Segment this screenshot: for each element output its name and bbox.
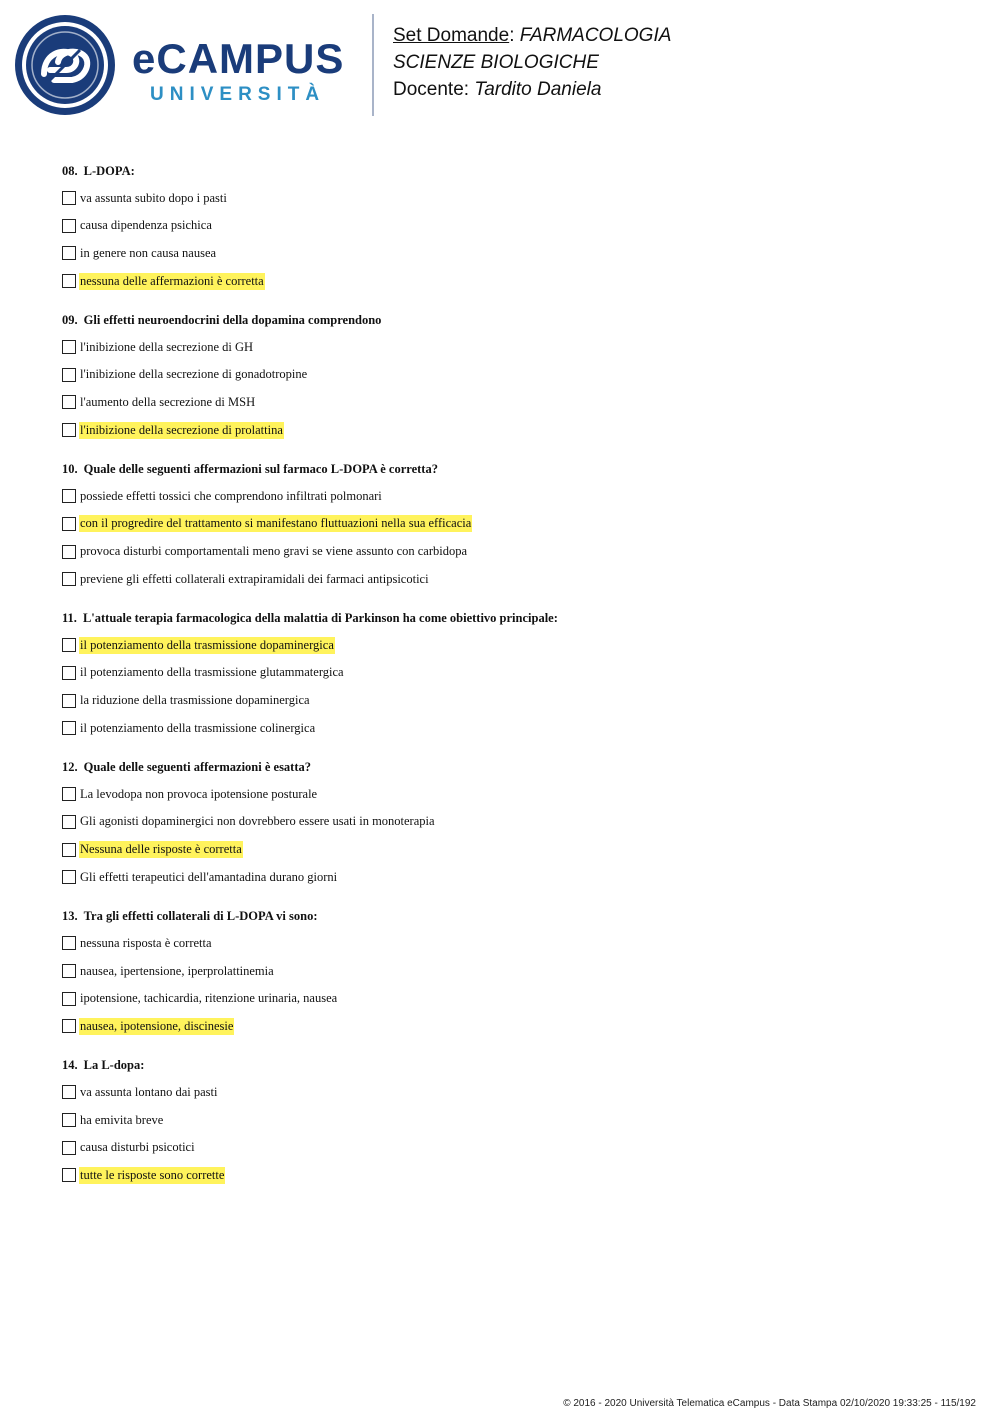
answer-text-correct: Nessuna delle risposte è corretta [80, 842, 242, 857]
answer-option[interactable] [62, 691, 962, 711]
answer-option[interactable] [62, 840, 962, 860]
answer-text-correct: l'inibizione della secrezione di prolattina [80, 422, 283, 437]
answer-checkbox[interactable] [62, 843, 76, 857]
answer-text-correct: nessuna delle affermazioni è corretta [80, 273, 264, 288]
answer-checkbox[interactable] [62, 517, 76, 531]
answer-text-correct: con il progredire del trattamento si manifestano fluttuazioni nella sua efficacia [80, 516, 472, 531]
answer-option[interactable] [62, 867, 962, 887]
question-text: L-DOPA: [83, 164, 135, 178]
answer-checkbox[interactable] [62, 992, 76, 1006]
answer-checkbox[interactable] [62, 787, 76, 801]
answer-checkbox[interactable] [62, 545, 76, 559]
question-number: 14. [62, 1058, 78, 1073]
answer-option[interactable] [62, 365, 962, 385]
answer-option[interactable] [62, 569, 962, 589]
answer-option[interactable] [62, 784, 962, 804]
answer-text: Gli effetti terapeutici dell'amantadina durano giorni [80, 869, 338, 884]
question-title [62, 609, 962, 627]
question-block [62, 162, 962, 291]
answer-checkbox[interactable] [62, 1085, 76, 1099]
answer-checkbox[interactable] [62, 423, 76, 437]
answer-text: va assunta lontano dai pasti [80, 1084, 218, 1099]
question-number: 09. [62, 313, 78, 328]
answer-text: causa disturbi psicotici [80, 1140, 195, 1155]
question-block [62, 758, 962, 887]
question-title [62, 907, 962, 925]
answer-option[interactable] [62, 486, 962, 506]
answer-text: il potenziamento della trasmissione colinergica [80, 720, 316, 735]
answer-checkbox[interactable] [62, 368, 76, 382]
answer-checkbox[interactable] [62, 1168, 76, 1182]
answer-text-correct: nausea, ipotensione, discinesie [80, 1018, 234, 1033]
answer-checkbox[interactable] [62, 1019, 76, 1033]
answer-checkbox[interactable] [62, 1113, 76, 1127]
question-block [62, 907, 962, 1036]
answer-checkbox[interactable] [62, 572, 76, 586]
answer-text: va assunta subito dopo i pasti [80, 190, 227, 205]
answer-option[interactable] [62, 635, 962, 655]
answer-checkbox[interactable] [62, 666, 76, 680]
answer-text: Gli agonisti dopaminergici non dovrebbero essere usati in monoterapia [80, 814, 435, 829]
question-text: Gli effetti neuroendocrini della dopamina comprendono [83, 313, 382, 328]
answer-option[interactable] [62, 663, 962, 683]
answer-checkbox[interactable] [62, 1141, 76, 1155]
answer-checkbox[interactable] [62, 721, 76, 735]
question-text: La L-dopa: [83, 1058, 145, 1073]
answer-option[interactable] [62, 961, 962, 981]
teacher-label: Docente [393, 79, 464, 100]
question-number: 13. [62, 909, 78, 924]
answer-option[interactable] [62, 243, 962, 263]
question-number: 12. [62, 760, 78, 775]
question-title [62, 311, 962, 329]
answer-checkbox[interactable] [62, 274, 76, 288]
answer-text: nessuna risposta è corretta [80, 935, 212, 950]
answer-option[interactable] [62, 718, 962, 738]
question-number: 08. [62, 164, 78, 178]
question-list [62, 162, 962, 1205]
answer-checkbox[interactable] [62, 395, 76, 409]
answer-option[interactable] [62, 392, 962, 412]
answer-checkbox[interactable] [62, 340, 76, 354]
answer-option[interactable] [62, 420, 962, 440]
logo-brand: eCAMPUS [132, 35, 345, 82]
answer-checkbox[interactable] [62, 489, 76, 503]
answer-option[interactable] [62, 216, 962, 236]
ecampus-logo-emblem-icon [14, 14, 116, 116]
answer-text: l'inibizione della secrezione di GH [80, 339, 254, 354]
answer-option[interactable] [62, 188, 962, 208]
answer-checkbox[interactable] [62, 815, 76, 829]
question-block [62, 609, 962, 738]
answer-text: in genere non causa nausea [80, 245, 217, 260]
answer-text-correct: tutte le risposte sono corrette [80, 1167, 225, 1182]
page-header [0, 0, 1000, 130]
answer-checkbox[interactable] [62, 694, 76, 708]
header-divider [372, 14, 374, 116]
set-label: Set Domande [393, 25, 510, 46]
answer-option[interactable] [62, 1165, 962, 1185]
course: SCIENZE BIOLOGICHE [393, 52, 599, 73]
answer-option[interactable] [62, 933, 962, 953]
question-text: Tra gli effetti collaterali di L-DOPA vi sono: [83, 909, 318, 924]
answer-checkbox[interactable] [62, 246, 76, 260]
question-block [62, 1056, 962, 1185]
logo-sub: UNIVERSITÀ [150, 84, 326, 105]
answer-text: l'aumento della secrezione di MSH [80, 394, 256, 409]
answer-checkbox[interactable] [62, 870, 76, 884]
answer-text: ha emivita breve [80, 1112, 164, 1127]
teacher: Tardito Daniela [474, 79, 602, 100]
footer-copyright: © 2016 - 2020 Università Telematica eCampus - Data Stampa 02/10/2020 19:33:25 - 115/192 [563, 1398, 976, 1409]
answer-checkbox[interactable] [62, 638, 76, 652]
answer-option[interactable] [62, 1082, 962, 1102]
answer-option[interactable] [62, 812, 962, 832]
answer-checkbox[interactable] [62, 219, 76, 233]
question-title [62, 758, 962, 776]
teacher-line: Docente: Tardito Daniela [393, 79, 602, 100]
answer-text: nausea, ipertensione, iperprolattinemia [80, 963, 274, 978]
answer-text: l'inibizione della secrezione di gonadotropine [80, 367, 308, 382]
answer-text: la riduzione della trasmissione dopaminergica [80, 693, 310, 708]
answer-text: previene gli effetti collaterali extrapiramidali dei farmaci antipsicotici [80, 571, 429, 586]
answer-option[interactable] [62, 989, 962, 1009]
header-info [393, 22, 671, 103]
ecampus-logo-wordmark [132, 35, 345, 106]
answer-checkbox[interactable] [62, 936, 76, 950]
answer-option[interactable] [62, 514, 962, 534]
answer-option[interactable] [62, 271, 962, 291]
question-title [62, 162, 962, 180]
question-block [62, 460, 962, 589]
answer-text-correct: il potenziamento della trasmissione dopaminergica [80, 637, 334, 652]
question-title [62, 1056, 962, 1074]
question-text: Quale delle seguenti affermazioni sul farmaco L-DOPA è corretta? [83, 462, 438, 477]
answer-text: ipotensione, tachicardia, ritenzione urinaria, nausea [80, 991, 338, 1006]
answer-checkbox[interactable] [62, 964, 76, 978]
answer-text: La levodopa non provoca ipotensione posturale [80, 786, 318, 801]
question-title [62, 460, 962, 478]
set-line: Set Domande: FARMACOLOGIA [393, 25, 672, 46]
answer-option[interactable] [62, 542, 962, 562]
answer-option[interactable] [62, 337, 962, 357]
answer-text: provoca disturbi comportamentali meno gravi se viene assunto con carbidopa [80, 544, 468, 558]
answer-option[interactable] [62, 1138, 962, 1158]
question-number: 11. [62, 611, 77, 626]
answer-text: possiede effetti tossici che comprendono infiltrati polmonari [80, 488, 382, 503]
course-line [393, 49, 671, 76]
question-block [62, 311, 962, 440]
question-text: L'attuale terapia farmacologica della malattia di Parkinson ha come obiettivo principale: [82, 611, 558, 626]
question-text: Quale delle seguenti affermazioni è esatta? [83, 760, 312, 775]
subject: FARMACOLOGIA [519, 25, 672, 46]
answer-checkbox[interactable] [62, 191, 76, 205]
answer-text: il potenziamento della trasmissione glutammatergica [80, 665, 344, 680]
answer-option[interactable] [62, 1016, 962, 1036]
question-number: 10. [62, 462, 78, 477]
answer-text: causa dipendenza psichica [80, 218, 212, 233]
answer-option[interactable] [62, 1110, 962, 1130]
